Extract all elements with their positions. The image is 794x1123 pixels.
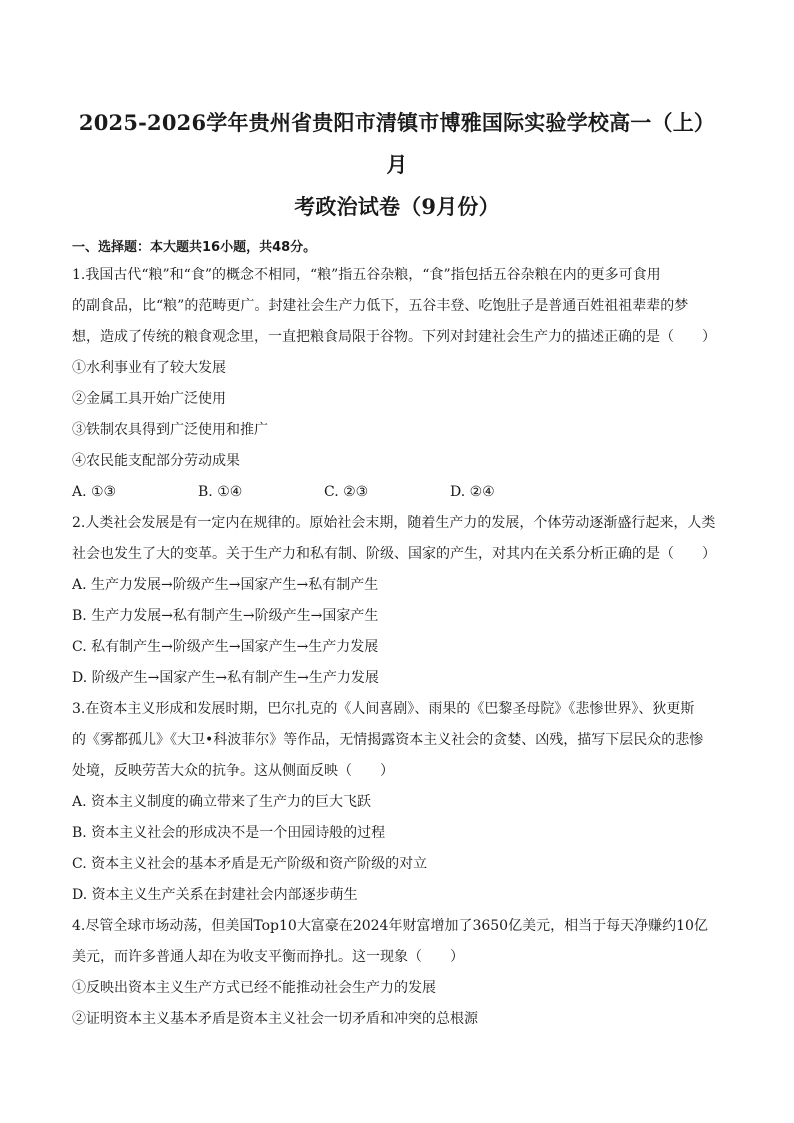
question-3-choice-a: A. 资本主义制度的确立带来了生产力的巨大飞跃	[72, 794, 372, 810]
question-3-stem-line-2: 的《雾都孤儿》《大卫•科波菲尔》等作品，无情揭露资本主义社会的贪婪、凶残，描写下层民众的悲惨	[72, 732, 704, 748]
question-1	[72, 260, 722, 508]
question-1-item-1: ①水利事业有了较大发展	[72, 360, 226, 376]
question-4-stem-line-1: 4.尽管全球市场动荡，但美国Top10大富豪在2024年财富增加了3650亿美元，相当于每天净赚约10亿	[72, 918, 708, 934]
question-3	[72, 694, 722, 911]
question-1-options	[72, 477, 722, 508]
question-3-stem-line-1: 3.在资本主义形成和发展时期，巴尔扎克的《人间喜剧》、雨果的《巴黎圣母院》《悲惨世界》、狄更斯	[72, 701, 695, 717]
question-4-item-2: ②证明资本主义基本矛盾是资本主义社会一切矛盾和冲突的总根源	[72, 1011, 478, 1027]
question-3-choice-b: B. 资本主义社会的形成决不是一个田园诗般的过程	[72, 825, 386, 841]
question-3-choice-d: D. 资本主义生产关系在封建社会内部逐步萌生	[72, 887, 358, 903]
question-4	[72, 911, 722, 1035]
question-2-choice-d: D. 阶级产生→国家产生→私有制产生→生产力发展	[72, 670, 379, 686]
question-1-stem-line-1: 1.我国古代“粮”和“食”的概念不相同，“粮”指五谷杂粮，“食”指包括五谷杂粮在内的更多可食用	[72, 267, 661, 283]
question-4-stem-line-2: 美元，而许多普通人却在为收支平衡而挣扎。这一现象（ ）	[72, 949, 464, 965]
question-1-option-b: B. ①④	[198, 484, 243, 500]
title-line-1: 2025-2026学年贵州省贵阳市清镇市博雅国际实验学校高一（上）月	[78, 110, 716, 177]
question-2-choice-a: A. 生产力发展→阶级产生→国家产生→私有制产生	[72, 577, 379, 593]
question-1-option-a: A. ①③	[72, 484, 117, 500]
question-2	[72, 508, 722, 694]
question-2-stem-line-1: 2.人类社会发展是有一定内在规律的。原始社会末期，随着生产力的发展，个体劳动逐渐盛行起来，人类	[72, 515, 716, 531]
question-3-choice-c: C. 资本主义社会的基本矛盾是无产阶级和资产阶级的对立	[72, 856, 428, 872]
question-2-stem-line-2: 社会也发生了大的变革。关于生产力和私有制、阶级、国家的产生，对其内在关系分析正确的是（ ）	[72, 546, 716, 562]
question-1-item-4: ④农民能支配部分劳动成果	[72, 453, 240, 469]
exam-title	[72, 102, 722, 228]
question-1-stem-line-3: 想，造成了传统的粮食观念里，一直把粮食局限于谷物。下列对封建社会生产力的描述正确的是（ ）	[72, 329, 716, 345]
question-1-item-3: ③铁制农具得到广泛使用和推广	[72, 422, 268, 438]
title-line-2: 考政治试卷（9月份）	[294, 194, 500, 219]
question-2-choice-b: B. 生产力发展→私有制产生→阶级产生→国家产生	[72, 608, 379, 624]
question-2-choice-c: C. 私有制产生→阶级产生→国家产生→生产力发展	[72, 639, 379, 655]
question-1-item-2: ②金属工具开始广泛使用	[72, 391, 226, 407]
question-4-item-1: ①反映出资本主义生产方式已经不能推动社会生产力的发展	[72, 980, 436, 996]
question-1-stem-line-2: 的副食品，比“粮”的范畴更广。封建社会生产力低下，五谷丰登、吃饱肚子是普通百姓祖祖辈辈的梦	[72, 298, 689, 314]
section-heading: 一、选择题：本大题共16小题，共48分。	[72, 240, 317, 255]
question-3-stem-line-3: 处境，反映劳苦大众的抗争。这从侧面反映（ ）	[72, 763, 394, 779]
question-1-option-c: C. ②③	[324, 484, 369, 500]
question-1-option-d: D. ②④	[450, 484, 495, 500]
